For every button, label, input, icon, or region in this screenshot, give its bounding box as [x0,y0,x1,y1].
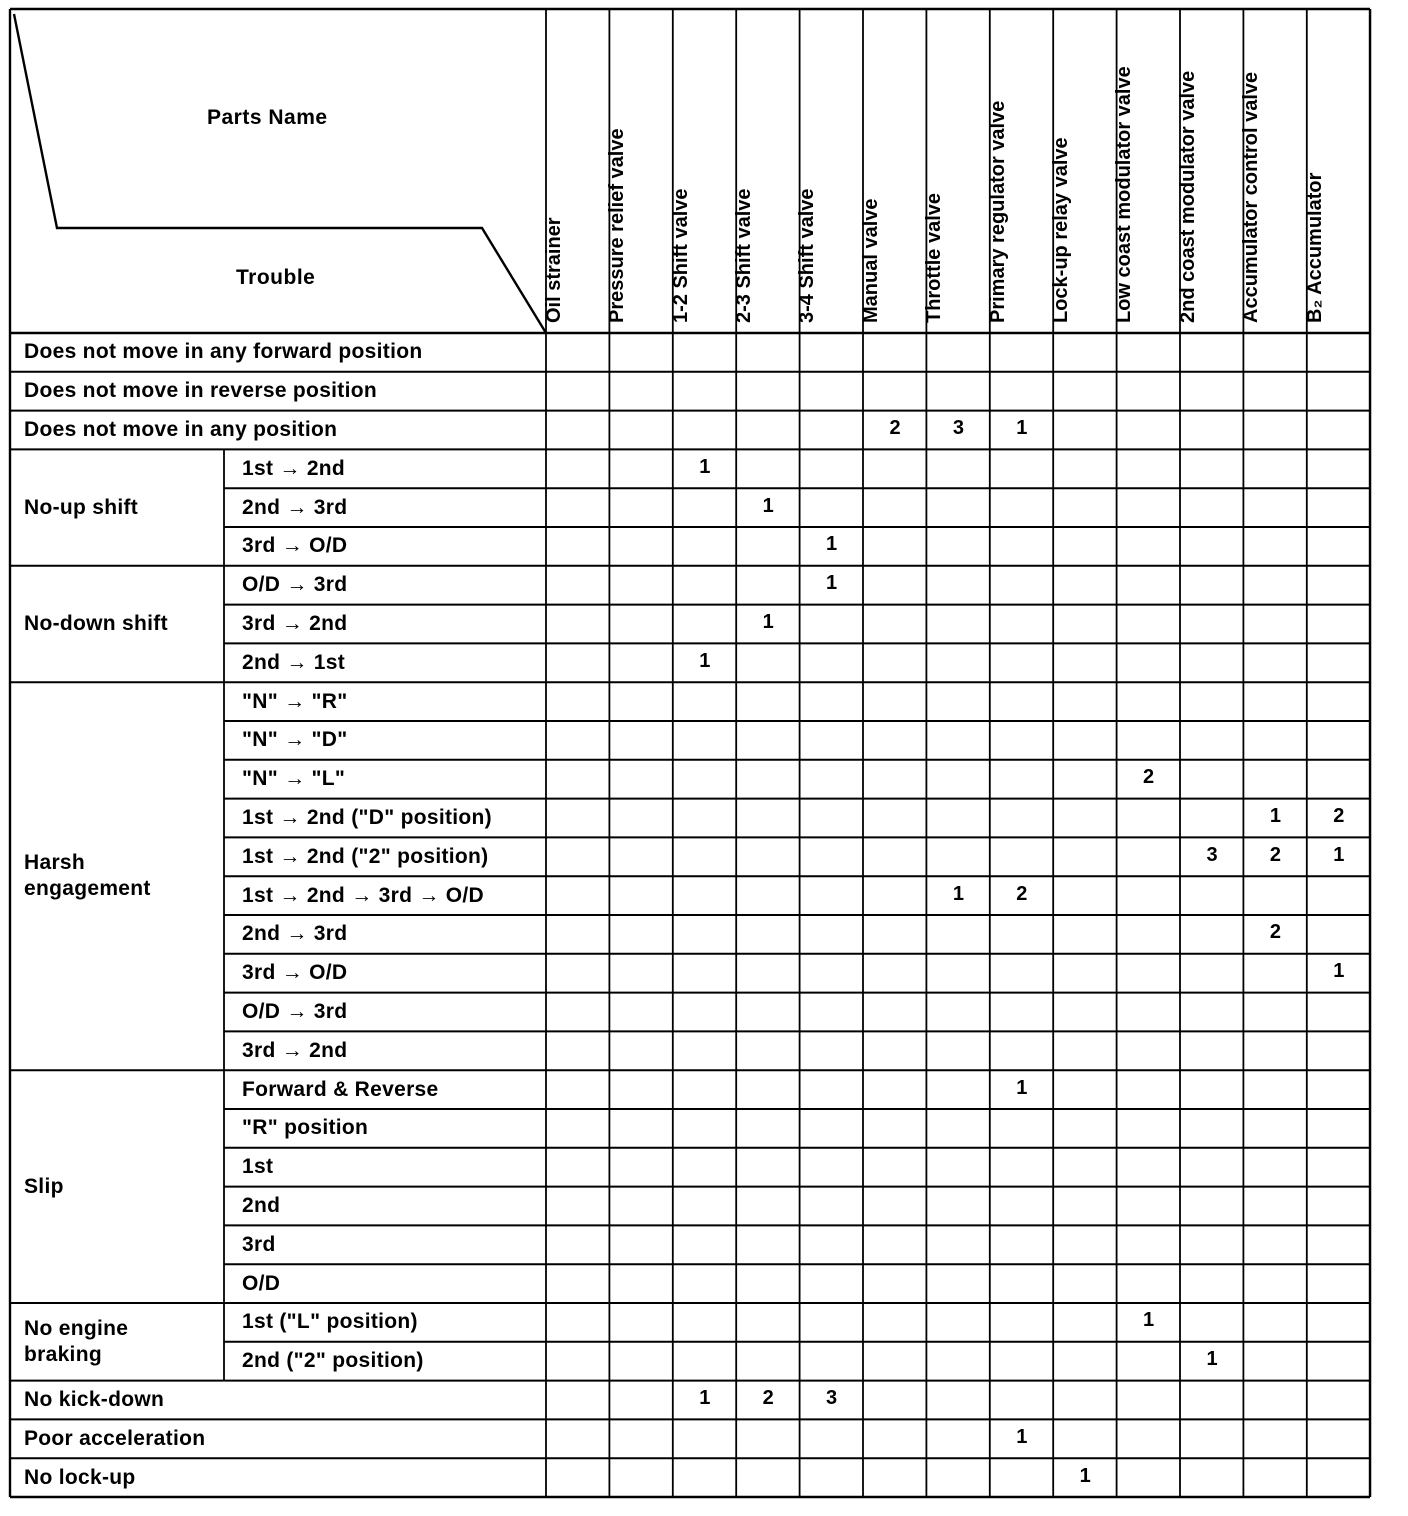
priority-value: 1 [1016,1076,1028,1099]
priority-value: 2 [1016,882,1028,905]
trouble-sub-label: 1st → 2nd → 3rd → O/D [242,883,485,907]
priority-value: 1 [1016,1425,1028,1448]
priority-value: 2 [1143,766,1155,789]
priority-value: 2 [762,1387,774,1409]
trouble-sub-label: 1st ("L" position) [242,1310,418,1334]
priority-value: 1 [699,649,711,672]
trouble-group-label: No-up shift [24,495,139,519]
trouble-group-label: No-down shift [24,612,168,635]
trouble-sub-label: 2nd ("2" position) [242,1349,424,1373]
priority-value: 3 [1206,843,1218,866]
trouble-sub-label: O/D [242,1271,281,1295]
column-header: Manual valve [859,198,882,323]
priority-value: 1 [1016,417,1028,439]
trouble-group-label: Slip [24,1174,64,1198]
priority-value: 1 [826,533,838,556]
trouble-row-label: No kick-down [24,1388,165,1411]
trouble-sub-label: 3rd → O/D [242,961,348,985]
trouble-sub-label: "R" position [242,1116,369,1140]
priority-value: 1 [1333,960,1345,983]
priority-value: 3 [826,1387,838,1409]
trouble-row-label: Does not move in any forward position [24,340,423,364]
column-header: Oil strainer [542,217,565,323]
trouble-sub-label: 3rd → 2nd [242,612,348,635]
column-header: 1-2 Shift valve [669,188,692,323]
trouble-sub-label: 3rd → 2nd [242,1038,348,1062]
priority-value: 2 [889,417,901,439]
priority-value: 1 [699,455,711,478]
trouble-row-label: No lock-up [24,1465,136,1489]
priority-value: 1 [699,1387,711,1409]
trouble-sub-label: 1st → 2nd ("2" position) [242,844,489,868]
trouble-sub-label: 2nd → 3rd [242,495,348,519]
trouble-group-label: Harsh engagement [24,851,151,901]
priority-value: 1 [1269,805,1281,827]
trouble-sub-label: O/D → 3rd [242,1000,348,1023]
trouble-label: Trouble [236,266,316,289]
priority-value: 1 [826,572,838,595]
column-header: Lock-up relay valve [1049,137,1072,323]
priority-value: 1 [762,611,774,633]
trouble-sub-label: "N" → "D" [242,728,348,752]
column-header: 2-3 Shift valve [732,188,755,323]
trouble-sub-label: 3rd [242,1232,276,1256]
trouble-sub-label: 2nd [242,1194,281,1217]
column-header: Primary regulator valve [986,100,1009,323]
priority-value: 1 [1206,1348,1218,1371]
trouble-row-label: Does not move in any position [24,418,338,441]
priority-value: 2 [1269,921,1281,944]
priority-value: 2 [1333,805,1345,827]
column-header: Accumulator control valve [1240,71,1263,323]
trouble-sub-label: "N" → "R" [242,689,348,713]
column-header: 2nd coast modulator valve [1176,70,1199,323]
priority-value: 2 [1269,843,1281,866]
trouble-sub-label: Forward & Reverse [242,1077,439,1101]
column-header: Pressure relief valve [606,128,629,323]
priority-value: 1 [1143,1309,1155,1332]
priority-value: 3 [952,417,964,439]
priority-value: 1 [762,494,774,517]
column-header: B₂ Accumulator [1303,172,1326,323]
trouble-group-label: No engine braking [24,1316,129,1366]
trouble-sub-label: O/D → 3rd [242,573,348,597]
parts-name-label: Parts Name [207,106,328,129]
column-header: 3-4 Shift valve [796,188,819,323]
column-header: Low coast modulator valve [1113,66,1136,323]
trouble-sub-label: 2nd → 3rd [242,922,348,946]
trouble-sub-label: 3rd → O/D [242,534,348,558]
trouble-row-label: Poor acceleration [24,1426,206,1450]
trouble-sub-label: "N" → "L" [242,767,346,791]
priority-value: 1 [1333,843,1345,866]
trouble-sub-label: 1st [242,1155,274,1179]
trouble-sub-label: 1st → 2nd ("D" position) [242,806,492,829]
trouble-sub-label: 1st → 2nd [242,456,346,480]
priority-value: 1 [1079,1464,1091,1487]
column-header: Throttle valve [923,192,946,323]
trouble-sub-label: 2nd → 1st [242,650,346,674]
priority-value: 1 [952,882,964,905]
trouble-row-label: Does not move in reverse position [24,379,377,403]
